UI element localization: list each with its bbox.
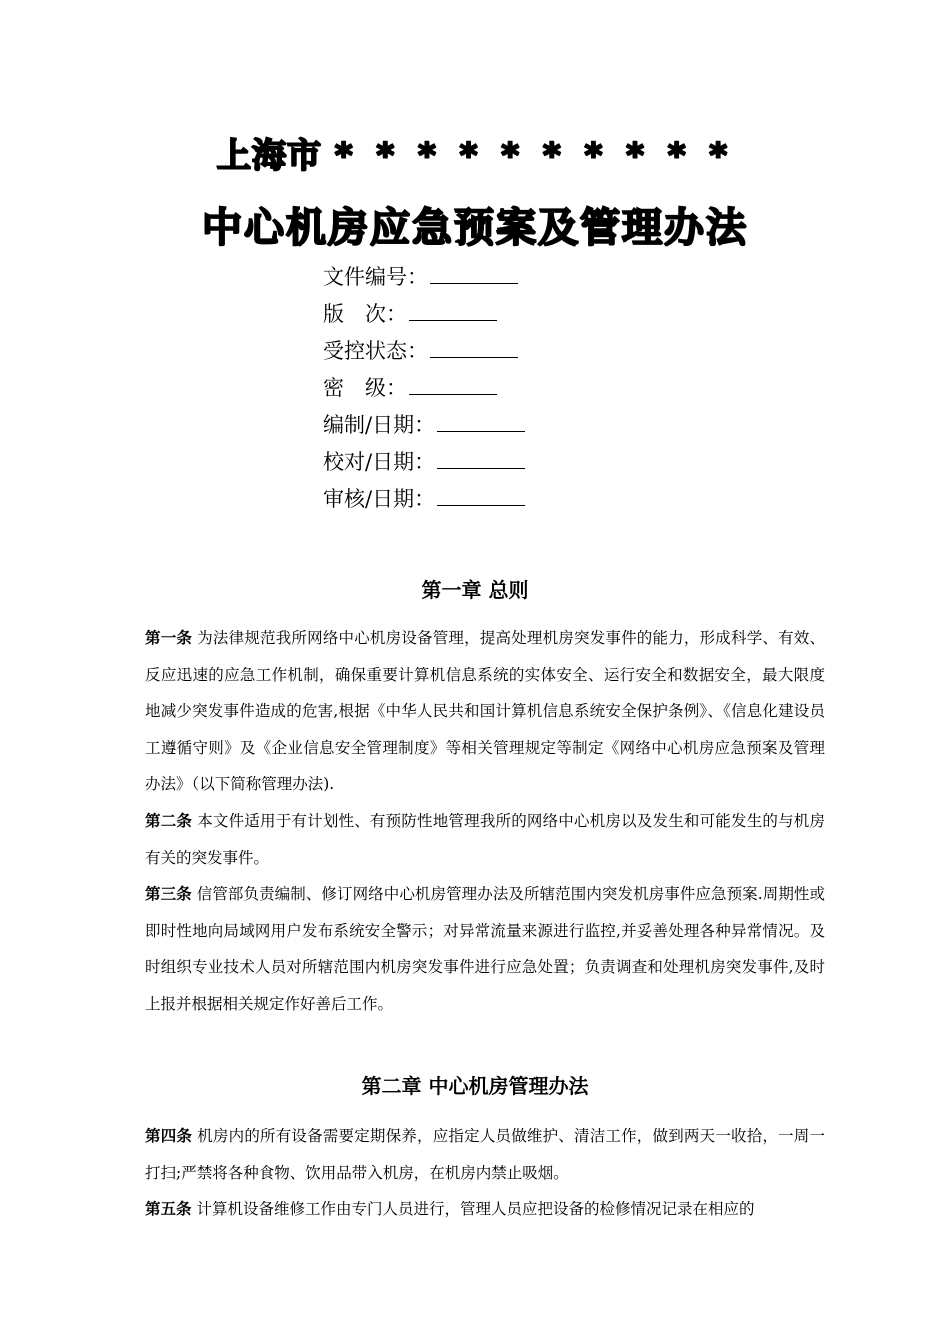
- meta-proofread-date: [323, 447, 525, 484]
- article-label: 第三条: [145, 885, 192, 903]
- meta-blank: [409, 302, 497, 321]
- article-text: 本文件适用于有计划性、有预防性地管理我所的网络中心机房以及发生和可能发生的与机房有关的突发事件。: [145, 812, 825, 867]
- article-4: [145, 1118, 825, 1191]
- meta-blank: [437, 450, 525, 469]
- article-text: 信管部负责编制、修订网络中心机房管理办法及所辖范围内突发机房事件应急预案.周期性或即时性地向局域网用户发布系统安全警示；对异常流量来源进行监控,并妥善处理各种异常情况。及时组织专业技术人员对所辖范围内机房突发事件进行应急处置；负责调查和处理机房突发事件,及时上报并根据相关规定作好善后工作。: [145, 885, 825, 1013]
- meta-blank: [437, 413, 525, 432]
- meta-label: 编制/日期：: [323, 413, 436, 437]
- article-label: 第四条: [145, 1127, 193, 1145]
- meta-file-number: [323, 262, 525, 299]
- meta-security-level: [323, 373, 525, 410]
- meta-blank: [409, 376, 497, 395]
- meta-label: 文件编号：: [323, 265, 428, 289]
- article-3: [145, 876, 825, 1022]
- article-text: 为法律规范我所网络中心机房设备管理，提高处理机房突发事件的能力，形成科学、有效、反应迅速的应急工作机制，确保重要计算机信息系统的实体安全、运行安全和数据安全，最大限度地减少突发事件造成的危害,根据《中华人民共和国计算机信息系统安全保护条例》、《信息化建设员工遵循守则》及《企业信息安全管理制度》等相关管理规定等制定《网络中心机房应急预案及管理办法》（以下简称管理办法).: [145, 629, 825, 793]
- meta-label: 受控状态：: [323, 339, 428, 363]
- title-stars: * * * * * * * * * *: [334, 136, 734, 176]
- meta-blank: [430, 339, 518, 358]
- meta-label: 密 级：: [323, 376, 407, 400]
- meta-prepared-date: [323, 410, 525, 447]
- meta-blank: [437, 487, 525, 506]
- title-org: 上海市: [216, 136, 322, 176]
- article-5: [145, 1191, 825, 1228]
- meta-version: [323, 299, 525, 336]
- meta-label: 版 次：: [323, 302, 407, 326]
- article-label: 第五条: [145, 1200, 192, 1218]
- meta-label: 校对/日期：: [323, 450, 436, 474]
- meta-label: 审核/日期：: [323, 487, 436, 511]
- article-text: 机房内的所有设备需要定期保养，应指定人员做维护、清洁工作，做到两天一收拾，一周一打扫;严禁将各种食物、饮用品带入机房，在机房内禁止吸烟。: [145, 1127, 825, 1182]
- document-title-line1: [0, 128, 950, 177]
- article-text: 计算机设备维修工作由专门人员进行，管理人员应把设备的检修情况记录在相应的: [191, 1200, 755, 1218]
- article-label: 第一条: [145, 629, 193, 647]
- document-meta-block: [323, 262, 525, 521]
- meta-control-status: [323, 336, 525, 373]
- chapter-2-heading: 第二章 中心机房管理办法: [361, 1074, 589, 1098]
- chapter-1-heading: 第一章 总则: [421, 578, 529, 602]
- article-1: [145, 620, 825, 803]
- document-title-line2: 中心机房应急预案及管理办法: [202, 205, 748, 251]
- meta-review-date: [323, 484, 525, 521]
- meta-blank: [430, 265, 518, 284]
- article-2: [145, 803, 825, 876]
- article-label: 第二条: [145, 812, 193, 830]
